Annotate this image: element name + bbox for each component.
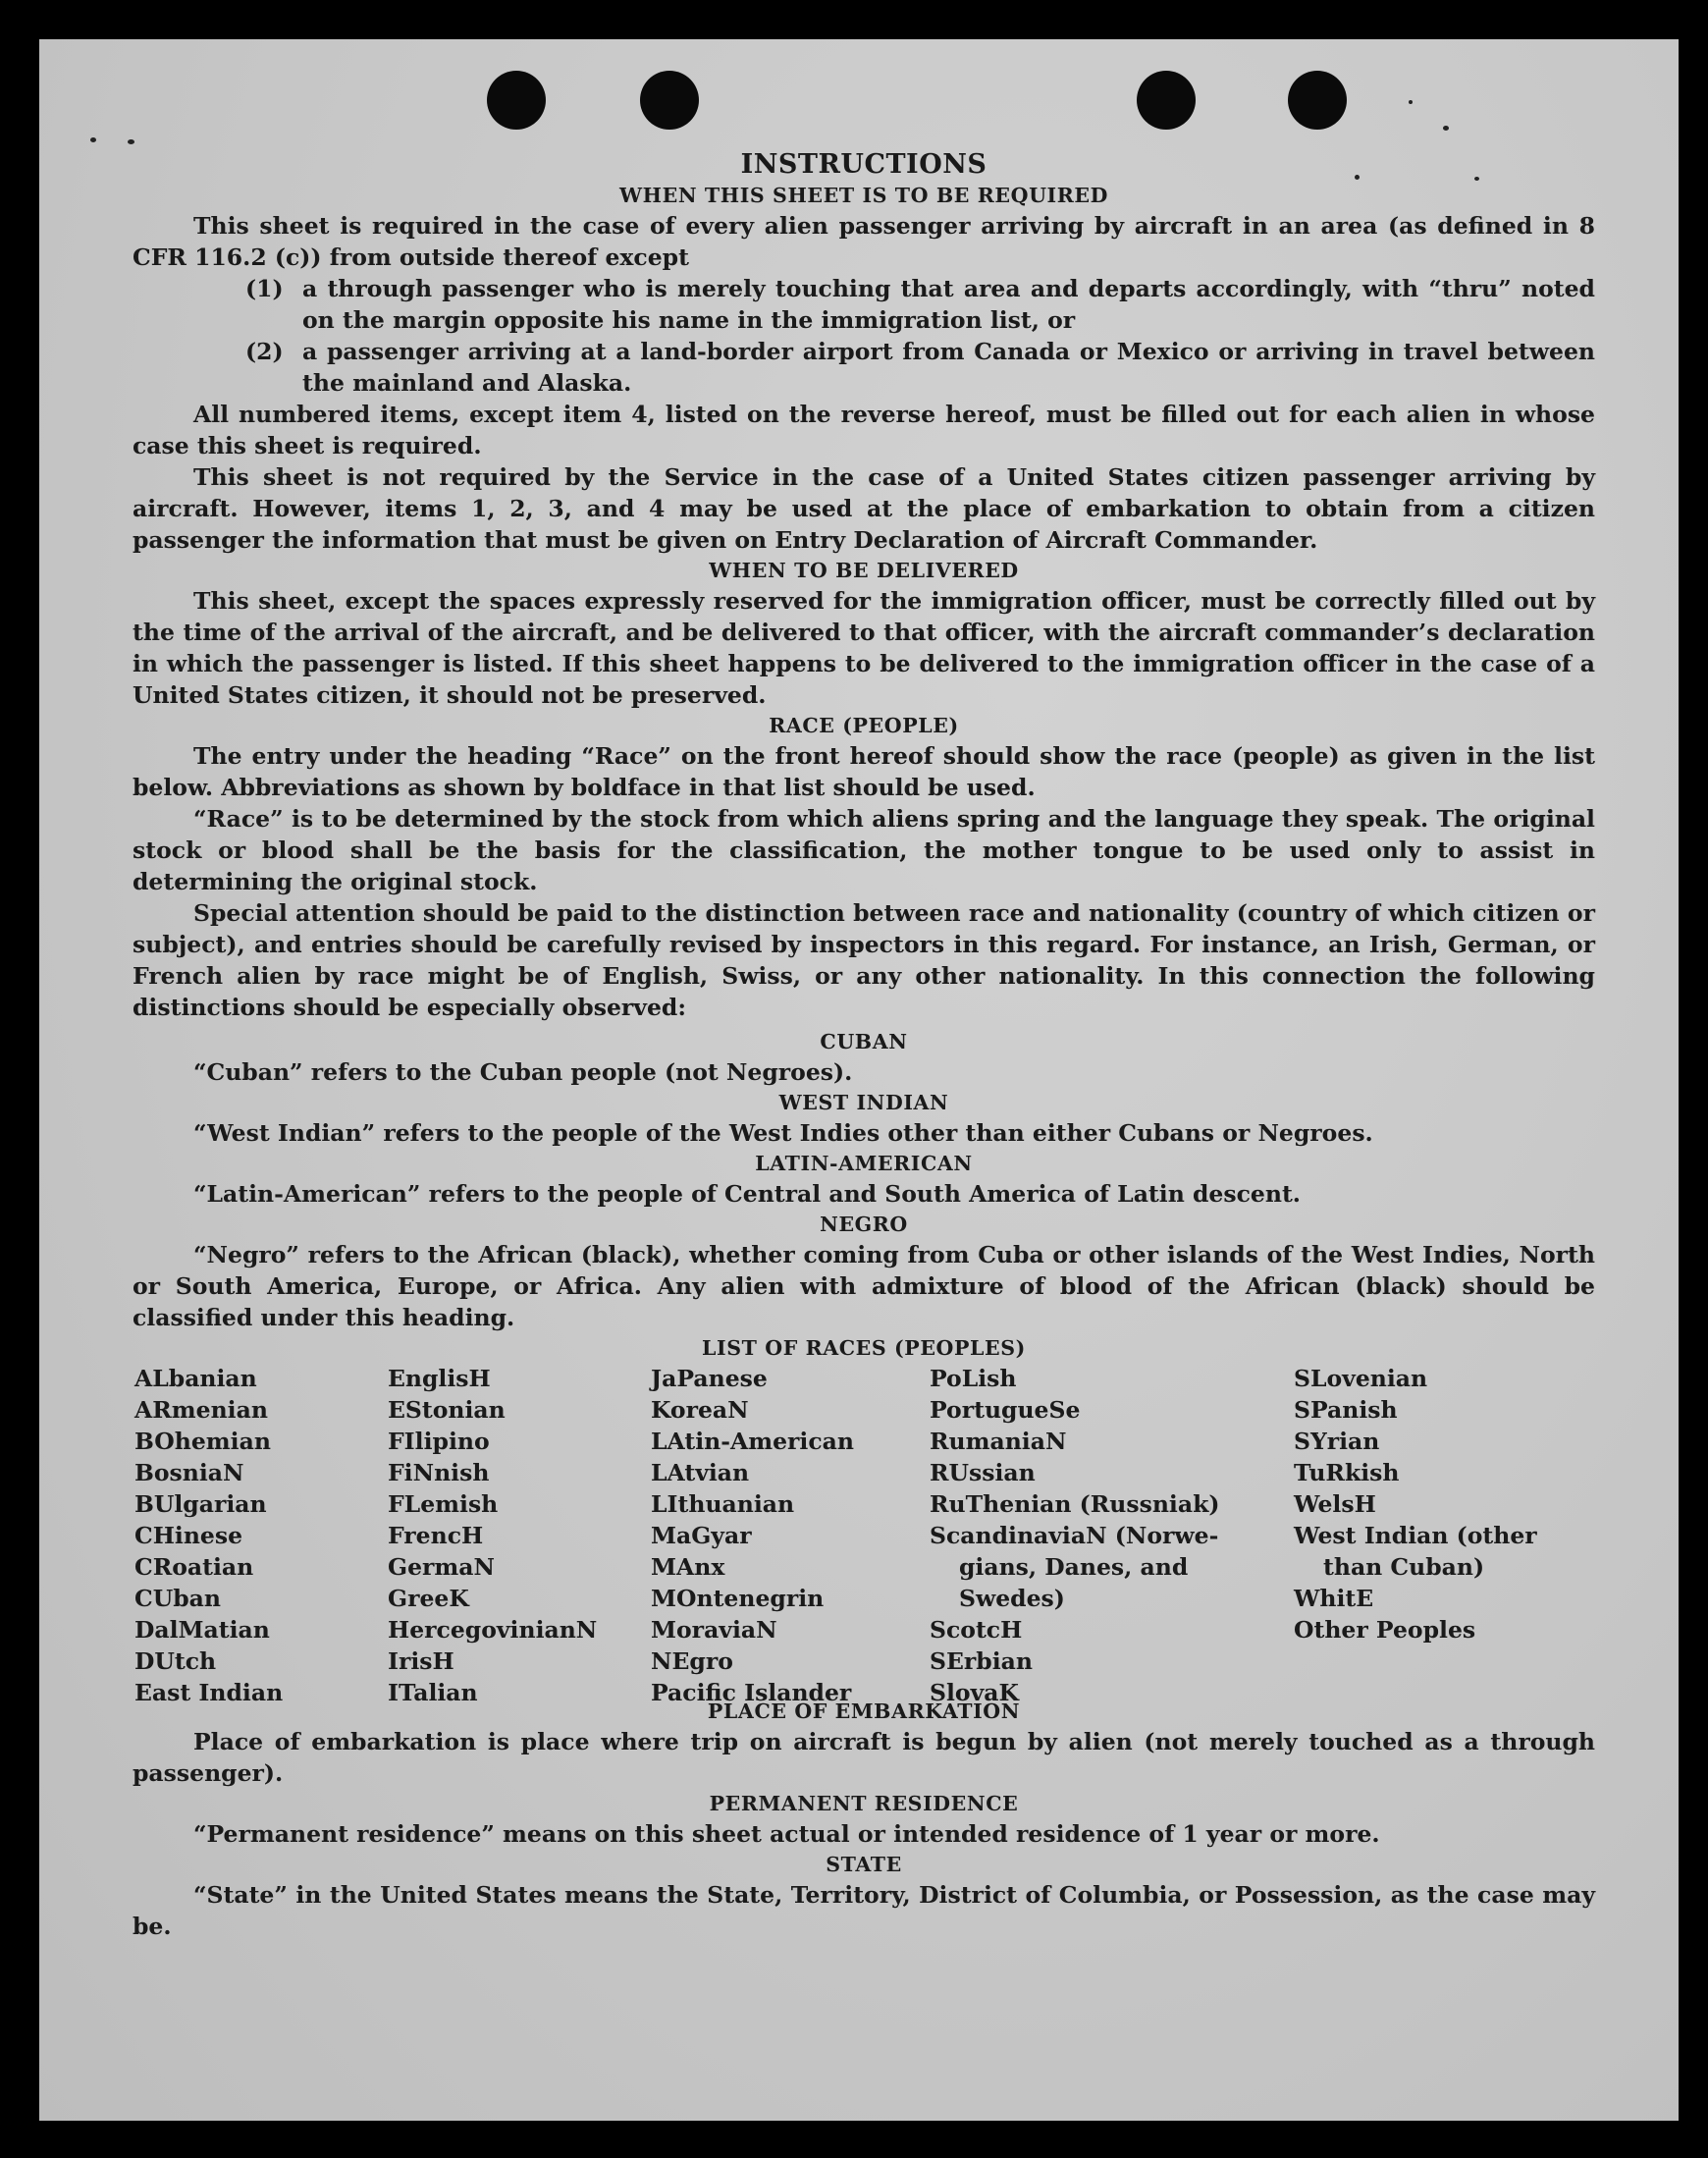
race-item: HercegovinianN [388,1616,598,1644]
section-heading-cuban: CUBAN [820,1030,908,1053]
race-column-2 [388,1363,597,1708]
section-heading-list-of-races: LIST OF RACES (PEOPLES) [702,1336,1026,1360]
paragraph: The entry under the heading “Race” on the front hereof should show the race (people) as given in the list below. Abbreviations as shown by boldface in that list should be used. [133,742,1595,801]
item-text: a passenger arriving at a land-border airport from Canada or Mexico or arriving in travel between the mainland and Alaska. [302,338,1595,397]
item-number: (1) [245,275,284,302]
race-item: ScandinaviaN (Norwe- [930,1522,1219,1549]
race-item: CRoatian [134,1553,254,1581]
race-item: SLovenian [1294,1365,1428,1392]
race-item: WhitE [1294,1585,1374,1612]
paragraph: “West Indian” refers to the people of the West Indies other than either Cubans or Negroes. [193,1119,1373,1147]
paragraph: “Negro” refers to the African (black), whether coming from Cuba or other islands of the West Indies, North or South America, Europe, or Africa. Any alien with admixture of blood of the African (black) should be classified under this heading. [133,1241,1595,1331]
race-item-continuation: than Cuban) [1323,1553,1485,1581]
section-heading-west-indian: WEST INDIAN [778,1091,949,1114]
paragraph: “Cuban” refers to the Cuban people (not Negroes). [193,1058,853,1086]
punch-hole [487,71,546,130]
item-text: a through passenger who is merely touching that area and departs accordingly, with “thru” noted on the margin opposite his name in the immigration list, or [302,275,1595,334]
race-item: Other Peoples [1294,1616,1476,1644]
race-item: PortugueSe [930,1396,1081,1424]
section-heading-when-required: WHEN THIS SHEET IS TO BE REQUIRED [619,184,1108,207]
race-item-continuation: gians, Danes, and [959,1553,1189,1581]
ink-speck [90,137,96,142]
race-item: FIlipino [388,1428,490,1455]
paragraph: This sheet is not required by the Service in the case of a United States citizen passenger arriving by aircraft. However, items 1, 2, 3, and 4 may be used at the place of embarkation to obtain from a citizen passenger the information that must be given on Entry Declaration of Aircraft Commander. [133,463,1595,554]
punch-hole [640,71,699,130]
race-list [133,1363,1595,1706]
race-item: ITalian [388,1679,478,1706]
paragraph: All numbered items, except item 4, listed on the reverse hereof, must be filled out for each alien in whose case this sheet is required. [133,401,1595,459]
race-item: East Indian [134,1679,284,1706]
race-item: FiNnish [388,1459,490,1486]
section-heading-when-delivered: WHEN TO BE DELIVERED [709,559,1019,582]
race-item: IrisH [388,1647,454,1675]
punch-hole [1137,71,1196,130]
race-item: EStonian [388,1396,506,1424]
ink-speck [1409,100,1413,104]
race-item: SErbian [930,1647,1033,1675]
list-item [133,273,1595,336]
race-item: BosniaN [134,1459,244,1486]
paragraph: Place of embarkation is place where trip on aircraft is begun by alien (not merely touched as a through passenger). [133,1728,1595,1787]
section-heading-embarkation: PLACE OF EMBARKATION [707,1699,1021,1723]
section-heading-race: RACE (PEOPLE) [769,714,959,737]
race-item: SPanish [1294,1396,1398,1424]
race-item: JaPanese [651,1365,768,1392]
paragraph: This sheet is required in the case of every alien passenger arriving by aircraft in an area (as defined in 8 CFR 116.2 (c)) from outside thereof except [133,212,1595,271]
section-heading-state: STATE [826,1853,902,1876]
race-item: CHinese [134,1522,243,1549]
race-item: FLemish [388,1490,499,1518]
race-item: PoLish [930,1365,1017,1392]
race-item: LAtin-American [651,1428,854,1455]
race-item: GreeK [388,1585,469,1612]
race-column-4 [930,1363,1219,1708]
ink-speck [1443,126,1449,131]
race-column-3 [651,1363,854,1708]
paragraph: This sheet, except the spaces expressly reserved for the immigration officer, must be correctly filled out by the time of the arrival of the aircraft, and be delivered to that officer, with the aircraft commander’s declaration in which the passenger is listed. If this sheet happens to be delivered to the immigration officer in the case of a United States citizen, it should not be preserved. [133,587,1595,709]
race-item: ARmenian [134,1396,268,1424]
race-item: SYrian [1294,1428,1380,1455]
race-item-continuation: Swedes) [959,1585,1065,1612]
race-item: BUlgarian [134,1490,267,1518]
race-column-1 [134,1363,283,1708]
paragraph: “Latin-American” refers to the people of Central and South America of Latin descent. [193,1180,1301,1208]
race-item: DUtch [134,1647,217,1675]
race-column-5 [1294,1363,1537,1645]
page-title: INSTRUCTIONS [740,149,987,180]
race-item: TuRkish [1294,1459,1400,1486]
race-item: MOntenegrin [651,1585,825,1612]
race-item: RumaniaN [930,1428,1067,1455]
race-item: FrencH [388,1522,484,1549]
section-heading-negro: NEGRO [820,1213,908,1236]
item-number: (2) [245,338,284,365]
paragraph: Special attention should be paid to the distinction between race and nationality (country of which citizen or subject), and entries should be carefully revised by inspectors in this regard. For instance, an Irish, German, or French alien by race might be of English, Swiss, or any other nationality. In this connection the following distinctions should be especially observed: [133,899,1595,1021]
punch-hole [1288,71,1347,130]
instructions-body [133,149,1595,1942]
race-item: MoraviaN [651,1616,777,1644]
race-item: MaGyar [651,1522,752,1549]
race-item: RuThenian (Russniak) [930,1490,1220,1518]
paragraph: “State” in the United States means the State, Territory, District of Columbia, or Possession, as the case may be. [133,1881,1595,1940]
paragraph: “Permanent residence” means on this sheet actual or intended residence of 1 year or more. [193,1820,1380,1848]
section-heading-latin-american: LATIN-AMERICAN [755,1152,973,1175]
race-item: Pacific Islander [651,1679,852,1706]
section-heading-residence: PERMANENT RESIDENCE [709,1792,1019,1815]
race-item: MAnx [651,1553,725,1581]
paragraph: “Race” is to be determined by the stock from which aliens spring and the language they speak. The original stock or blood shall be the basis for the classification, the mother tongue to be used only to assist in determining the original stock. [133,805,1595,895]
race-item: CUban [134,1585,221,1612]
race-item: WelsH [1294,1490,1376,1518]
race-item: BOhemian [134,1428,271,1455]
list-item [133,336,1595,399]
race-item: LAtvian [651,1459,750,1486]
race-item: KoreaN [651,1396,749,1424]
document-sheet [39,39,1679,2121]
race-item: ScotcH [930,1616,1023,1644]
race-item: NEgro [651,1647,733,1675]
race-item: LIthuanian [651,1490,795,1518]
race-item: DalMatian [134,1616,270,1644]
race-item: ALbanian [134,1365,257,1392]
race-item: RUssian [930,1459,1036,1486]
race-item: GermaN [388,1553,495,1581]
ink-speck [128,139,134,144]
race-item: EnglisH [388,1365,491,1392]
race-item: SlovaK [930,1679,1019,1706]
race-item: West Indian (other [1294,1522,1537,1549]
